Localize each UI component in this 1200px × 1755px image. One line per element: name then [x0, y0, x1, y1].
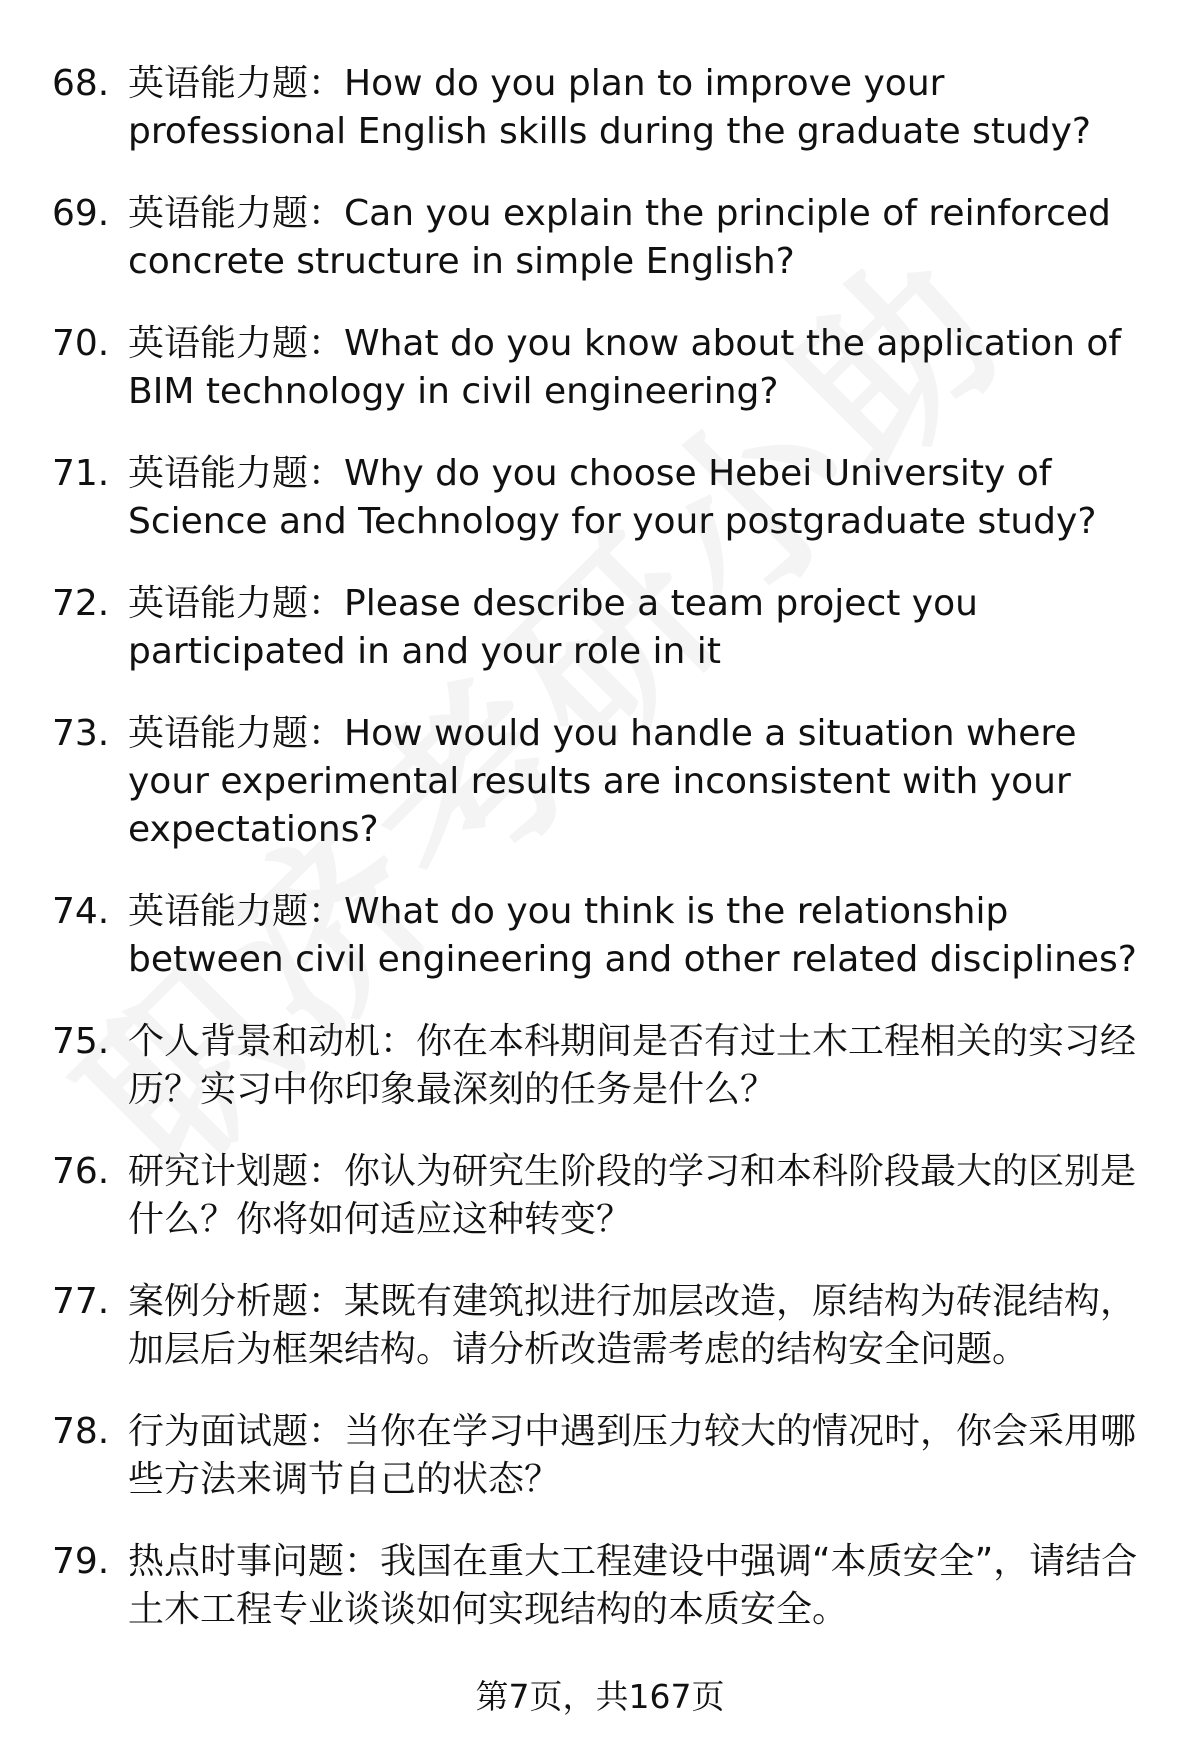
question-text: 英语能力题：How do you plan to improve your professional English skills during the graduate study? [128, 63, 1092, 152]
question-item [0, 580, 1200, 676]
question-text: 案例分析题：某既有建筑拟进行加层改造，原结构为砖混结构，加层后为框架结构。请分析改造需考虑的结构安全问题。 [128, 1281, 1137, 1370]
question-item [0, 320, 1200, 416]
question-text: 英语能力题：Please describe a team project you participated in and your role in it [128, 583, 978, 672]
question-number: 71. [52, 453, 110, 494]
question-item [0, 190, 1200, 286]
question-text: 英语能力题：Can you explain the principle of reinforced concrete structure in simple English? [128, 193, 1111, 282]
question-list [0, 60, 1200, 1668]
page-indicator: 第7页，共167页 [475, 1677, 725, 1716]
question-item [0, 710, 1200, 854]
question-number: 75. [52, 1021, 110, 1062]
question-text: 英语能力题：What do you know about the application of BIM technology in civil engineering? [128, 323, 1122, 412]
question-number: 77. [52, 1281, 110, 1322]
question-text: 热点时事问题：我国在重大工程建设中强调“本质安全”，请结合土木工程专业谈谈如何实现结构的本质安全。 [128, 1541, 1138, 1630]
question-number: 68. [52, 63, 110, 104]
question-item [0, 888, 1200, 984]
question-text: 行为面试题：当你在学习中遇到压力较大的情况时，你会采用哪些方法来调节自己的状态？ [128, 1411, 1137, 1500]
question-text: 个人背景和动机：你在本科期间是否有过土木工程相关的实习经历？实习中你印象最深刻的任务是什么？ [128, 1021, 1137, 1110]
question-number: 78. [52, 1411, 110, 1452]
question-item [0, 450, 1200, 546]
question-item [0, 60, 1200, 156]
question-number: 76. [52, 1151, 110, 1192]
question-number: 74. [52, 891, 110, 932]
question-number: 79. [52, 1541, 110, 1582]
question-item [0, 1278, 1200, 1374]
question-number: 72. [52, 583, 110, 624]
question-number: 69. [52, 193, 110, 234]
question-item [0, 1148, 1200, 1244]
question-item [0, 1018, 1200, 1114]
question-number: 73. [52, 713, 110, 754]
question-item [0, 1538, 1200, 1634]
question-text: 英语能力题：Why do you choose Hebei University of Science and Technology for your postgraduate study? [128, 453, 1097, 542]
question-number: 70. [52, 323, 110, 364]
question-text: 英语能力题：What do you think is the relationship between civil engineering and other related disciplines? [128, 891, 1137, 980]
question-item [0, 1408, 1200, 1504]
question-text: 研究计划题：你认为研究生阶段的学习和本科阶段最大的区别是什么？你将如何适应这种转变？ [128, 1151, 1137, 1240]
question-text: 英语能力题：How would you handle a situation where your experimental results are inconsistent with your expectations? [128, 713, 1077, 850]
